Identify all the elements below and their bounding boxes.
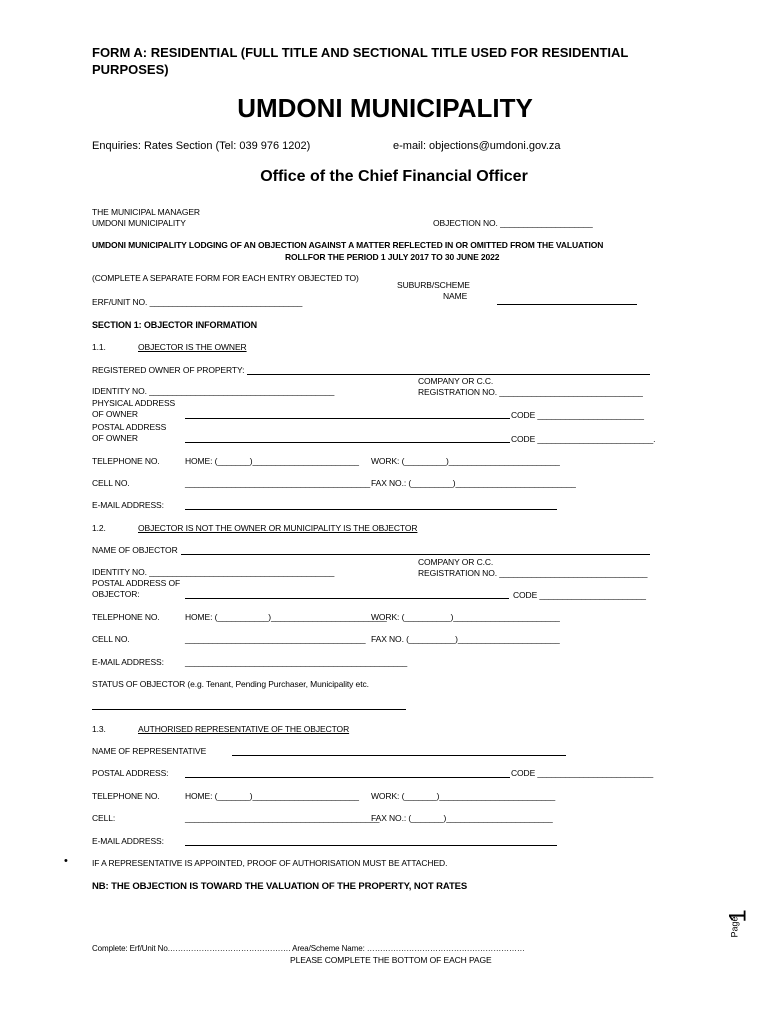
objector-email-label: E-MAIL ADDRESS: xyxy=(92,657,164,667)
physical-address-line[interactable] xyxy=(185,418,510,419)
representative-email-label: E-MAIL ADDRESS: xyxy=(92,836,164,846)
representative-code-field[interactable]: CODE _________________________ xyxy=(511,768,654,778)
physical-address-label1: PHYSICAL ADDRESS xyxy=(92,398,176,408)
objector-status-label: STATUS OF OBJECTOR (e.g. Tenant, Pending Purchaser, Municipality etc. xyxy=(92,679,369,689)
owner-email-label: E-MAIL ADDRESS: xyxy=(92,500,164,510)
form-title-line2: PURPOSES) xyxy=(92,62,169,77)
representative-proof-note: IF A REPRESENTATIVE IS APPOINTED, PROOF OF AUTHORISATION MUST BE ATTACHED. xyxy=(92,858,448,868)
objector-postal-line[interactable] xyxy=(185,598,509,599)
objection-number-field[interactable]: OBJECTION NO. ____________________ xyxy=(433,218,593,228)
postal-address-label2: OF OWNER xyxy=(92,433,138,443)
nb-note: NB: THE OBJECTION IS TOWARD THE VALUATION OF THE PROPERTY, NOT RATES xyxy=(92,881,468,892)
owner-home-field[interactable]: HOME: (_______)_______________________ xyxy=(185,456,359,466)
address-line1: THE MUNICIPAL MANAGER xyxy=(92,207,200,217)
objector-name-line[interactable] xyxy=(181,554,650,555)
owner-fax-field[interactable]: FAX NO.: (_________)__________________________ xyxy=(371,478,576,488)
representative-name-label: NAME OF REPRESENTATIVE xyxy=(92,746,207,756)
page-number: 1 xyxy=(724,909,752,923)
objector-identity-field[interactable]: IDENTITY NO. ________________________________________ xyxy=(92,567,335,577)
physical-address-label2: OF OWNER xyxy=(92,409,138,419)
owner-telephone-label: TELEPHONE NO. xyxy=(92,456,160,466)
owner-company-registration-field[interactable]: REGISTRATION NO. _______________________________ xyxy=(418,387,643,397)
representative-email-line[interactable] xyxy=(185,845,557,846)
not-owner-heading: OBJECTOR IS NOT THE OWNER OR MUNICIPALITY IS THE OBJECTOR xyxy=(138,523,418,533)
representative-postal-label: POSTAL ADDRESS: xyxy=(92,768,169,778)
representative-telephone-label: TELEPHONE NO. xyxy=(92,791,160,801)
suburb-label-line2: NAME xyxy=(443,291,468,301)
section1-title: SECTION 1: OBJECTOR INFORMATION xyxy=(92,320,258,330)
owner-num: 1.1. xyxy=(92,342,106,352)
objector-fax-field[interactable]: FAX NO. (__________)______________________ xyxy=(371,634,560,644)
objector-name-label: NAME OF OBJECTOR xyxy=(92,545,178,555)
owner-cell-label: CELL NO. xyxy=(92,478,130,488)
footer-please-complete: PLEASE COMPLETE THE BOTTOM OF EACH PAGE xyxy=(290,955,492,965)
not-owner-num: 1.2. xyxy=(92,523,106,533)
objector-postal-label2: OBJECTOR: xyxy=(92,589,140,599)
objector-company-registration-field[interactable]: REGISTRATION NO. ________________________________ xyxy=(418,568,648,578)
physical-code-field[interactable]: CODE _______________________ xyxy=(511,410,644,420)
representative-postal-line[interactable] xyxy=(185,777,510,778)
office-heading: Office of the Chief Financial Officer xyxy=(260,168,528,185)
complete-separate-note: (COMPLETE A SEPARATE FORM FOR EACH ENTRY OBJECTED TO) xyxy=(92,273,359,283)
owner-cell-field[interactable]: ________________________________________ xyxy=(185,478,371,488)
objector-code-field[interactable]: CODE _______________________ xyxy=(513,590,646,600)
postal-address-line[interactable] xyxy=(185,442,510,443)
footer-complete-line: Complete: Erf/Unit No.………………………………………. Area/Scheme Name: …………………………………………………… xyxy=(92,944,525,953)
erf-unit-field[interactable]: ERF/UNIT NO. _________________________________ xyxy=(92,297,303,307)
objector-company-line1: COMPANY OR C.C. xyxy=(418,557,494,567)
objector-home-field[interactable]: HOME: (___________)_________________________ xyxy=(185,612,387,622)
representative-name-line[interactable] xyxy=(232,755,566,756)
objector-work-field[interactable]: WORK: (__________)_______________________ xyxy=(371,612,560,622)
page-label: Page xyxy=(729,916,740,938)
lodging-heading-line2: ROLLFOR THE PERIOD 1 JULY 2017 TO 30 JUNE 2022 xyxy=(285,252,500,262)
suburb-label-line1: SUBURB/SCHEME xyxy=(397,280,470,290)
representative-home-field[interactable]: HOME: (_______)_______________________ xyxy=(185,791,359,801)
objector-cell-label: CELL NO. xyxy=(92,634,130,644)
owner-identity-field[interactable]: IDENTITY NO. ________________________________________ xyxy=(92,386,335,396)
registered-owner-label: REGISTERED OWNER OF PROPERTY: xyxy=(92,365,245,375)
page-number-mark xyxy=(720,900,760,950)
owner-company-line1: COMPANY OR C.C. xyxy=(418,376,494,386)
municipality-title: UMDONI MUNICIPALITY xyxy=(237,93,533,123)
address-line2: UMDONI MUNICIPALITY xyxy=(92,218,186,228)
owner-work-field[interactable]: WORK: (_________)________________________ xyxy=(371,456,560,466)
objector-cell-field[interactable]: _______________________________________ xyxy=(185,634,366,644)
enquiries-text: Enquiries: Rates Section (Tel: 039 976 1202) xyxy=(92,140,311,152)
registered-owner-line[interactable] xyxy=(247,374,650,375)
representative-num: 1.3. xyxy=(92,724,106,734)
lodging-heading-line1: UMDONI MUNICIPALITY LODGING OF AN OBJECTION AGAINST A MATTER REFLECTED IN OR OMITTED FROM THE VALUATION xyxy=(92,240,604,250)
postal-code-field[interactable]: CODE _________________________. xyxy=(511,434,656,444)
owner-heading: OBJECTOR IS THE OWNER xyxy=(138,342,247,352)
representative-cell-label: CELL: xyxy=(92,813,116,823)
bullet-icon: • xyxy=(64,855,68,867)
suburb-input-line[interactable] xyxy=(497,304,637,305)
objector-status-line[interactable] xyxy=(92,709,406,710)
owner-email-line[interactable] xyxy=(185,509,557,510)
email-contact: e-mail: objections@umdoni.gov.za xyxy=(393,140,561,152)
representative-cell-field[interactable]: __________________________________________ xyxy=(185,813,380,823)
objector-telephone-label: TELEPHONE NO. xyxy=(92,612,160,622)
objector-postal-label1: POSTAL ADDRESS OF xyxy=(92,578,181,588)
representative-fax-field[interactable]: FAX NO.: (_______)_______________________ xyxy=(371,813,553,823)
representative-heading: AUTHORISED REPRESENTATIVE OF THE OBJECTOR xyxy=(138,724,350,734)
objector-email-field[interactable]: ________________________________________________ xyxy=(185,657,408,667)
form-title-line1: FORM A: RESIDENTIAL (FULL TITLE AND SECTIONAL TITLE USED FOR RESIDENTIAL xyxy=(92,45,629,60)
representative-work-field[interactable]: WORK: (_______)_________________________ xyxy=(371,791,556,801)
postal-address-label1: POSTAL ADDRESS xyxy=(92,422,167,432)
